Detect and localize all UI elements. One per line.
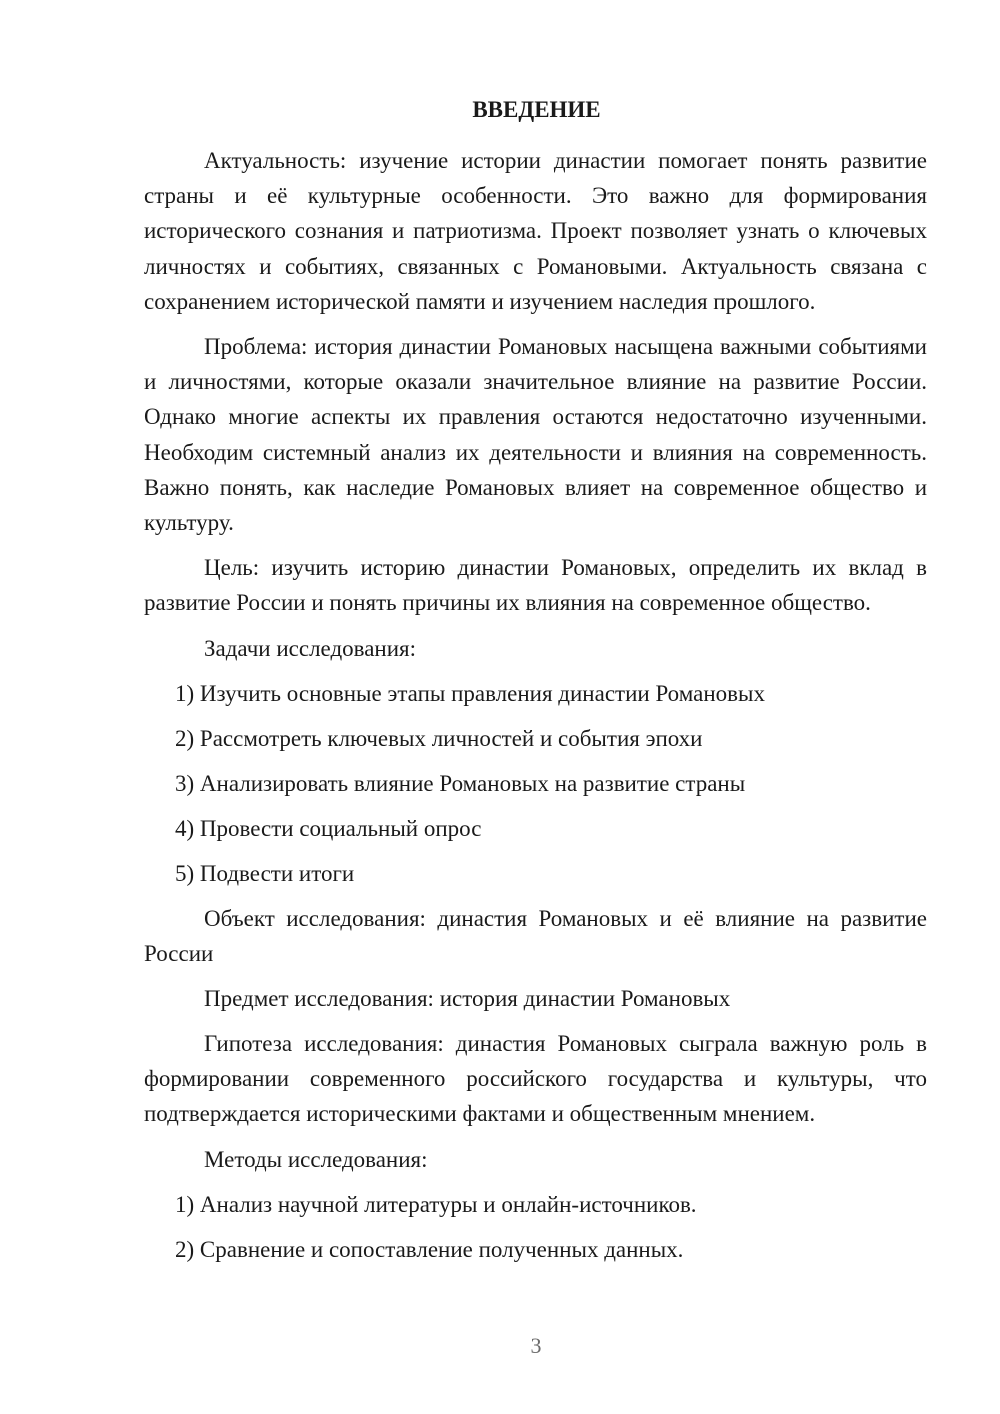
method-item: 2) Сравнение и сопоставление полученных данных.: [175, 1236, 684, 1262]
hypothesis-paragraph: Гипотеза исследования: династия Романовых сыграла важную роль в формировании современного российского государства и культуры, что подтверждается историческими фактами и общественным мнением.: [144, 1031, 927, 1127]
task-item: 2) Рассмотреть ключевых личностей и события эпохи: [175, 725, 703, 751]
task-item: 3) Анализировать влияние Романовых на развитие страны: [175, 770, 746, 796]
task-item: 5) Подвести итоги: [175, 860, 355, 886]
object-paragraph: Объект исследования: династия Романовых и её влияние на развитие России: [144, 905, 927, 966]
page-number: 3: [530, 1333, 542, 1358]
methods-heading: Методы исследования:: [204, 1146, 428, 1172]
page-content: [144, 95, 927, 1277]
relevance-paragraph: Актуальность: изучение истории династии помогает понять развитие страны и её культурные особенности. Это важно для формирования исторического сознания и патриотизма. Проект позволяет узнать о ключевых личностях и событиях, связанных с Романовыми. Актуальность связана с сохранением исторической памяти и изучением наследия прошлого.: [144, 148, 927, 314]
page-title: ВВЕДЕНИЕ: [472, 97, 601, 122]
task-item: 1) Изучить основные этапы правления династии Романовых: [175, 680, 765, 706]
task-item: 4) Провести социальный опрос: [175, 815, 482, 841]
subject-paragraph: Предмет исследования: история династии Романовых: [204, 986, 731, 1012]
tasks-heading: Задачи исследования:: [204, 635, 417, 661]
goal-paragraph: Цель: изучить историю династии Романовых, определить их вклад в развитие России и понять причины их влияния на современное общество.: [144, 555, 927, 616]
method-item: 1) Анализ научной литературы и онлайн-источников.: [175, 1191, 697, 1217]
problem-paragraph: Проблема: история династии Романовых насыщена важными событиями и личностями, которые оказали значительное влияние на развитие России. Однако многие аспекты их правления остаются недостаточно изученными. Необходим системный анализ их деятельности и влияния на современность. Важно понять, как наследие Романовых влияет на современное общество и культуру.: [144, 334, 927, 536]
